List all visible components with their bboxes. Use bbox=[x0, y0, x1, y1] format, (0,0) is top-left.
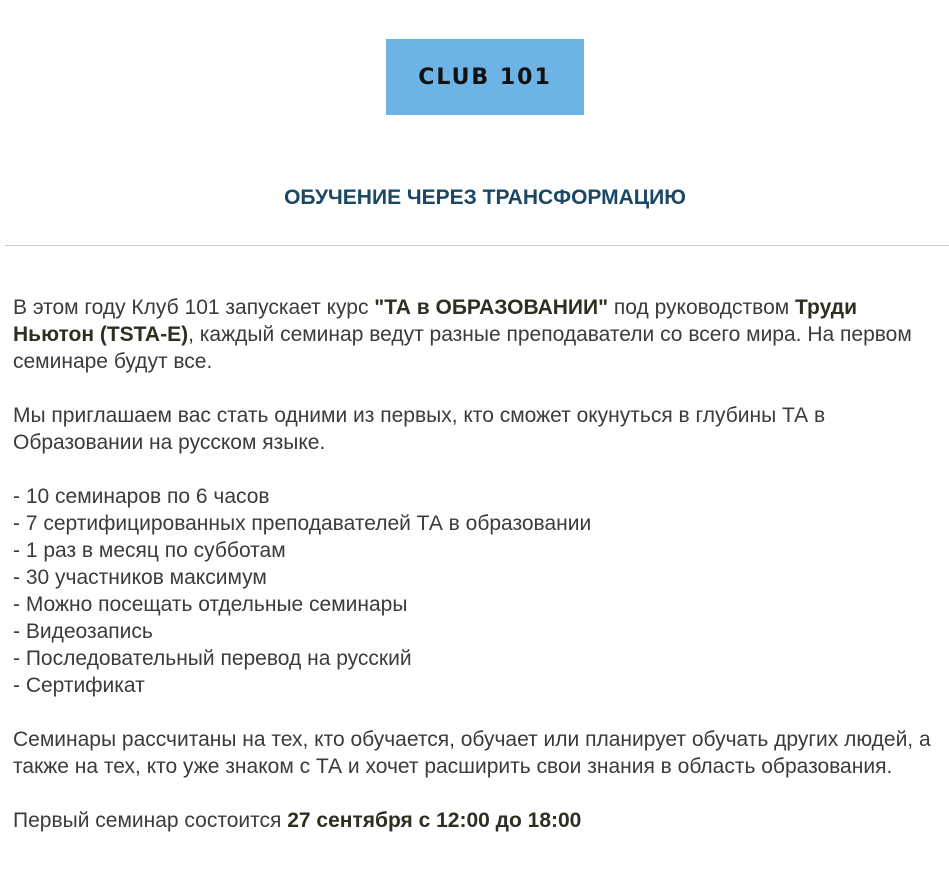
intro-text-3: , каждый семинар ведут разные преподаватели со всего мира. На первом семинаре будут все. bbox=[13, 323, 912, 373]
feature-item: - 30 участников максимум bbox=[13, 566, 267, 589]
club-logo bbox=[386, 39, 584, 115]
club-logo-text: CLUB 101 bbox=[418, 64, 552, 90]
audience-paragraph: Семинары рассчитаны на тех, кто обучается, обучает или планирует обучать других людей, а также на тех, кто уже знаком с ТА и хочет расширить свои знания в область образования. bbox=[13, 728, 931, 778]
feature-item: - Последовательный перевод на русский bbox=[13, 647, 412, 670]
feature-item: - Можно посещать отдельные семинары bbox=[13, 593, 408, 616]
email-body bbox=[13, 294, 938, 861]
feature-item: - 7 сертифицированных преподавателей ТА в образовании bbox=[13, 512, 592, 535]
intro-text-2: под руководством bbox=[608, 296, 796, 319]
invite-paragraph: Мы приглашаем вас стать одними из первых, кто сможет окунуться в глубины ТА в Образовании на русском языке. bbox=[13, 404, 826, 454]
feature-item: - Сертификат bbox=[13, 674, 145, 697]
section-divider bbox=[5, 245, 949, 246]
intro-paragraph bbox=[13, 294, 938, 375]
first-seminar-date: 27 сентября с 12:00 до 18:00 bbox=[287, 809, 582, 832]
page-headline: ОБУЧЕНИЕ ЧЕРЕЗ ТРАНСФОРМАЦИЮ bbox=[284, 186, 686, 209]
first-seminar-label: Первый семинар состоится bbox=[13, 809, 288, 832]
feature-item: - 10 семинаров по 6 часов bbox=[13, 485, 270, 508]
course-name: "ТА в ОБРАЗОВАНИИ" bbox=[374, 296, 609, 319]
leader-name: Труди Ньютон (TSTA-E) bbox=[13, 296, 858, 346]
intro-text-1: В этом году Клуб 101 запускает курс bbox=[13, 296, 375, 319]
feature-list bbox=[13, 483, 938, 699]
feature-item: - Видеозапись bbox=[13, 620, 153, 643]
feature-item: - 1 раз в месяц по субботам bbox=[13, 539, 286, 562]
first-seminar-paragraph bbox=[13, 807, 938, 834]
